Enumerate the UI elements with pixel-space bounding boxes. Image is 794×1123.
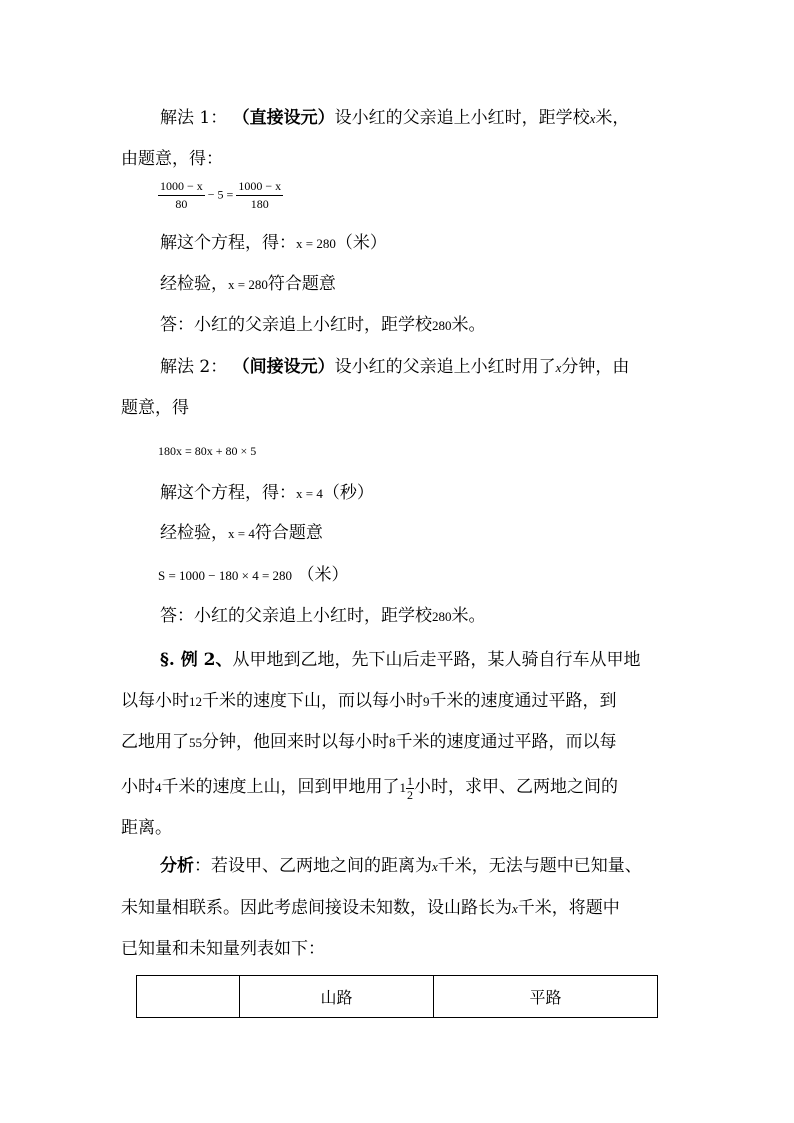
method2-check-math: x = 4 — [228, 526, 255, 541]
method2-solve-line — [160, 482, 374, 505]
method1-answer-num: 280 — [432, 318, 452, 333]
method1-label: 解法 1： — [160, 108, 228, 128]
example2-l3-n1: 55 — [189, 735, 202, 750]
method2-answer-line — [160, 605, 486, 628]
example2-line2 — [121, 690, 617, 713]
example2-l2-c: 千米的速度通过平路，到 — [429, 691, 617, 711]
example2-l4-n1: 4 — [155, 780, 162, 796]
example2-l3-c: 千米的速度通过平路，而以每 — [395, 732, 617, 752]
method1-solve-line — [160, 232, 387, 255]
example2-l3-n2: 8 — [389, 735, 396, 750]
method1-eq-left-num: 1000 − x — [158, 180, 205, 196]
method2-s-eq: S = 1000 − 180 × 4 = 280 — [158, 568, 293, 583]
method2-text-a: 设小红的父亲追上小红时用了 — [334, 357, 556, 377]
example2-l3-a: 乙地用了 — [121, 732, 189, 752]
method1-eq-right-den: 180 — [250, 197, 269, 211]
method1-check-line — [160, 273, 336, 296]
method1-eq-left-fraction — [158, 180, 205, 211]
analysis-l2-a: 未知量相联系。因此考虑间接设未知数，设山路长为 — [121, 898, 512, 918]
method2-answer-a: 答：小红的父亲追上小红时，距学校 — [160, 606, 432, 626]
example2-l4-b: 千米的速度上山，回到甲地用了 — [161, 777, 400, 798]
example2-l1: 从甲地到乙地，先下山后走平路，某人骑自行车从甲地 — [232, 650, 641, 670]
method2-solve-unit: （秒） — [322, 483, 374, 503]
example2-l4-a: 小时 — [121, 777, 155, 798]
method2-solve-text: 解这个方程，得： — [160, 483, 296, 503]
method2-equation: 180x = 80x + 80 × 5 — [158, 444, 257, 458]
method2-label: 解法 2： — [160, 357, 228, 377]
example2-l2-a: 以每小时 — [121, 691, 189, 711]
method2-tag: （间接设元） — [232, 357, 335, 377]
method1-solve-math: x = 280 — [296, 236, 336, 251]
example2-line3 — [121, 731, 617, 754]
analysis-l2-b: 千米，将题中 — [517, 898, 620, 918]
method1-equation — [158, 180, 283, 211]
method1-eq-right-fraction — [236, 180, 283, 211]
example2-l2-n2: 9 — [423, 694, 430, 709]
method1-tag: （直接设元） — [232, 108, 335, 128]
method1-solve-unit: （米） — [335, 233, 387, 253]
mixed-den: 2 — [407, 787, 413, 802]
method1-title-line — [160, 107, 629, 130]
method2-answer-b: 米。 — [451, 606, 486, 626]
method1-eq-right-num: 1000 − x — [236, 180, 283, 196]
data-table — [136, 975, 658, 1018]
mixed-fraction — [406, 775, 414, 802]
mixed-num: 1 — [407, 773, 413, 788]
analysis-l2-var: x — [512, 901, 518, 916]
example2-l4-c: 小时，求甲、乙两地之间的 — [414, 777, 618, 798]
method1-solve-text: 解这个方程，得： — [160, 233, 296, 253]
example2-l2-b: 千米的速度下山，而以每小时 — [202, 691, 423, 711]
method1-check-text: 经检验， — [160, 274, 228, 294]
method2-solve-math: x = 4 — [296, 486, 323, 501]
method1-line2: 由题意，得： — [121, 149, 223, 169]
example2-label: §. 例 2、 — [160, 650, 233, 670]
method1-eq-left-den: 80 — [175, 197, 188, 211]
example2-l2-n1: 12 — [189, 694, 202, 709]
method2-s-unit: （米） — [297, 565, 349, 585]
table-header-row — [137, 976, 658, 1018]
table-header-cell: 山路 — [240, 976, 434, 1018]
mixed-whole: 1 — [399, 780, 406, 796]
method1-text-a: 设小红的父亲追上小红时，距学校 — [334, 108, 590, 128]
method1-eq-mid: − 5 = — [207, 187, 234, 202]
table-header-cell — [137, 976, 240, 1018]
method1-var: x — [589, 111, 596, 126]
method2-s-line — [158, 564, 348, 587]
analysis-colon: ： — [194, 856, 211, 876]
method2-check-line — [160, 522, 323, 545]
example2-line1 — [160, 649, 640, 671]
example2-l3-b: 分钟，他回来时以每小时 — [202, 732, 389, 752]
method2-line2: 题意，得 — [121, 398, 189, 418]
method1-answer-a: 答：小红的父亲追上小红时，距学校 — [160, 315, 432, 335]
analysis-line1 — [160, 855, 642, 878]
method2-answer-num: 280 — [432, 609, 452, 624]
example2-line4 — [121, 772, 618, 802]
method2-text-b: 分钟，由 — [561, 357, 630, 377]
analysis-l1-b: 千米，无法与题中已知量、 — [437, 856, 642, 876]
example2-line5: 距离。 — [121, 818, 172, 838]
analysis-label: 分析 — [160, 856, 194, 876]
table-header-cell: 平路 — [434, 976, 658, 1018]
method1-answer-line — [160, 314, 486, 337]
method2-title-line — [160, 356, 629, 379]
method2-check-text: 经检验， — [160, 523, 228, 543]
method1-check-math: x = 280 — [228, 277, 268, 292]
method2-check-tail: 符合题意 — [254, 523, 323, 543]
method1-text-b: 米， — [595, 108, 630, 128]
method2-var: x — [555, 360, 562, 375]
analysis-line3: 已知量和未知量列表如下： — [121, 939, 325, 959]
method1-check-tail: 符合题意 — [267, 274, 336, 294]
analysis-line2 — [121, 897, 620, 920]
analysis-l1-var: x — [432, 859, 438, 874]
analysis-l1-a: 若设甲、乙两地之间的距离为 — [211, 856, 432, 876]
method1-answer-b: 米。 — [451, 315, 486, 335]
mixed-number — [400, 772, 415, 803]
